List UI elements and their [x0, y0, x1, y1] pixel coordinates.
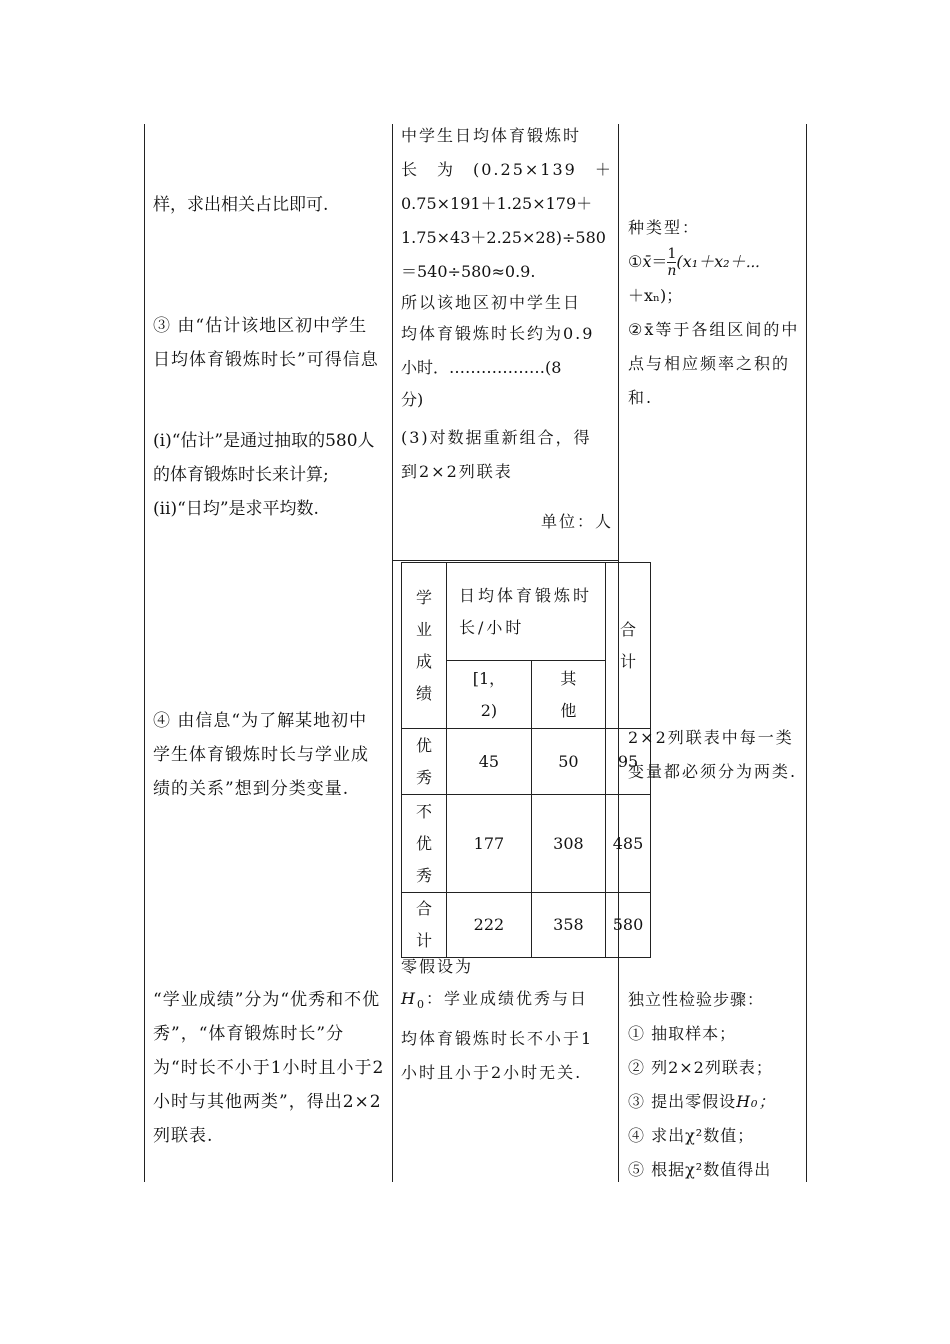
cell: 222	[447, 893, 532, 958]
h0-text: ：学业成绩优秀与日	[425, 989, 588, 1008]
table-row	[402, 795, 651, 893]
h0-line2: 均体育锻炼时长不小于1	[401, 1029, 594, 1049]
formula-sum: (x₁＋x₂＋⋯	[676, 252, 760, 271]
col1-block-3	[153, 309, 385, 377]
sol-line: 到2×2列联表	[401, 462, 513, 481]
sol-line: 中学生日均体育锻炼时	[401, 126, 582, 145]
cell: 308	[531, 795, 605, 893]
row-label	[402, 795, 447, 893]
fraction-numerator: 1	[667, 246, 677, 262]
sol-line: 所以该地区初中学生日	[401, 293, 582, 312]
header-score	[402, 563, 447, 729]
col3-table-note	[628, 721, 800, 789]
step-3	[628, 1085, 800, 1119]
sol-line: 0.75×191＋1.25×179＋	[401, 194, 593, 213]
table-row	[402, 729, 651, 795]
row-label-text: 优秀	[415, 735, 432, 787]
sol-line: (3)对数据重新组合，得	[401, 428, 592, 447]
table-note: 2×2列联表中每一类变量都必须分为两类.	[628, 728, 798, 781]
table-border-1	[392, 124, 393, 1182]
sol-line: 均体育锻炼时长约为0.9	[401, 324, 595, 343]
header-interval	[447, 661, 532, 729]
step-4: ④ 求出χ²数值；	[628, 1126, 755, 1145]
header-total-text: 合计	[619, 619, 636, 671]
table-border-left	[144, 124, 145, 1182]
table-row	[402, 893, 651, 958]
cell: 358	[531, 893, 605, 958]
row-label-text: 合计	[415, 899, 432, 950]
col1-line5: (ⅱ)“日均”是求平均数.	[153, 499, 319, 519]
step-1: ① 抽取样本；	[628, 1024, 737, 1043]
col1-line4: (ⅰ)“估计”是通过抽取的580人的体育锻炼时长来计算;	[153, 431, 375, 485]
step-3-h0: H₀；	[736, 1092, 776, 1111]
table-border-right	[806, 124, 807, 1182]
col-notes	[628, 211, 800, 415]
header-interval-text: [1，2)	[472, 668, 506, 720]
sol-line: 1.75×43＋2.25×28)÷580	[401, 228, 606, 247]
row-label-text: 不优秀	[415, 801, 432, 885]
steps-title: 独立性检验步骤：	[628, 990, 765, 1009]
col1-line1: 样，求出相关占比即可.	[153, 195, 329, 215]
cell: 50	[531, 729, 605, 795]
header-time	[447, 563, 606, 661]
col1-block-4	[153, 424, 385, 526]
step-5: ⑤ 根据χ²数值得出	[628, 1160, 772, 1179]
sol-line: 分)	[401, 390, 424, 409]
col1-line3: ③ 由“估计该地区初中学生日均体育锻炼时长”可得信息	[153, 316, 379, 370]
cell: 485	[606, 795, 651, 893]
null-hypothesis	[401, 952, 613, 1090]
col-analysis	[153, 188, 385, 222]
cell: 95	[606, 729, 651, 795]
table-top-rule	[392, 560, 618, 561]
unit-label: 单位：人	[540, 512, 613, 531]
cell: 580	[606, 893, 651, 958]
header-other-text: 其他	[560, 668, 577, 720]
h0-line	[401, 982, 613, 1022]
header-other	[531, 661, 605, 729]
notes-types: 种类型：	[628, 218, 701, 237]
contingency-table	[401, 562, 651, 958]
header-total	[606, 563, 651, 729]
cell: 45	[447, 729, 532, 795]
formula-note: ②x̄等于各组区间的中点与相应频率之积的和.	[628, 320, 800, 407]
step-2: ② 列2×2列联表；	[628, 1058, 773, 1077]
row-label	[402, 893, 447, 958]
header-time-text: 日均体育锻炼时长/小时	[459, 585, 593, 637]
h0-symbol: H	[401, 989, 417, 1008]
h0-line3: 小时且小于2小时无关.	[401, 1063, 583, 1083]
col1-line7: “学业成绩”分为“优秀和不优秀”，“体育锻炼时长”分为“时长不小于1小时且小于2小时与其他两类”，得出2×2列联表.	[153, 990, 385, 1146]
formula-index: ①	[628, 252, 643, 271]
sol-line: ＝540÷580≈0.9.	[401, 262, 536, 281]
row-label	[402, 729, 447, 795]
cell: 177	[447, 795, 532, 893]
col3-steps	[628, 983, 800, 1187]
sol-line: 长 为 (0.25×139 ＋	[401, 160, 613, 179]
null-title: 零假设为	[401, 957, 474, 976]
col1-line6: ④ 由信息“为了解某地初中学生体育锻炼时长与学业成绩的关系”想到分类变量.	[153, 711, 369, 799]
col-solution	[401, 119, 613, 539]
formula-end: ＋xₙ)；	[628, 286, 683, 305]
h0-subscript: 0	[416, 998, 426, 1012]
fraction-denominator: n	[667, 263, 677, 279]
header-score-text: 学业成绩	[415, 587, 432, 703]
step-3-text: ③ 提出零假设	[628, 1092, 737, 1111]
formula-mean: ①x̄＝ $\frac{1}{n}$ (x₁＋x₂＋⋯	[628, 246, 760, 279]
col1-block-6	[153, 704, 385, 806]
col1-block-7	[153, 983, 385, 1153]
sol-line: 小时．………………(8	[401, 358, 562, 377]
